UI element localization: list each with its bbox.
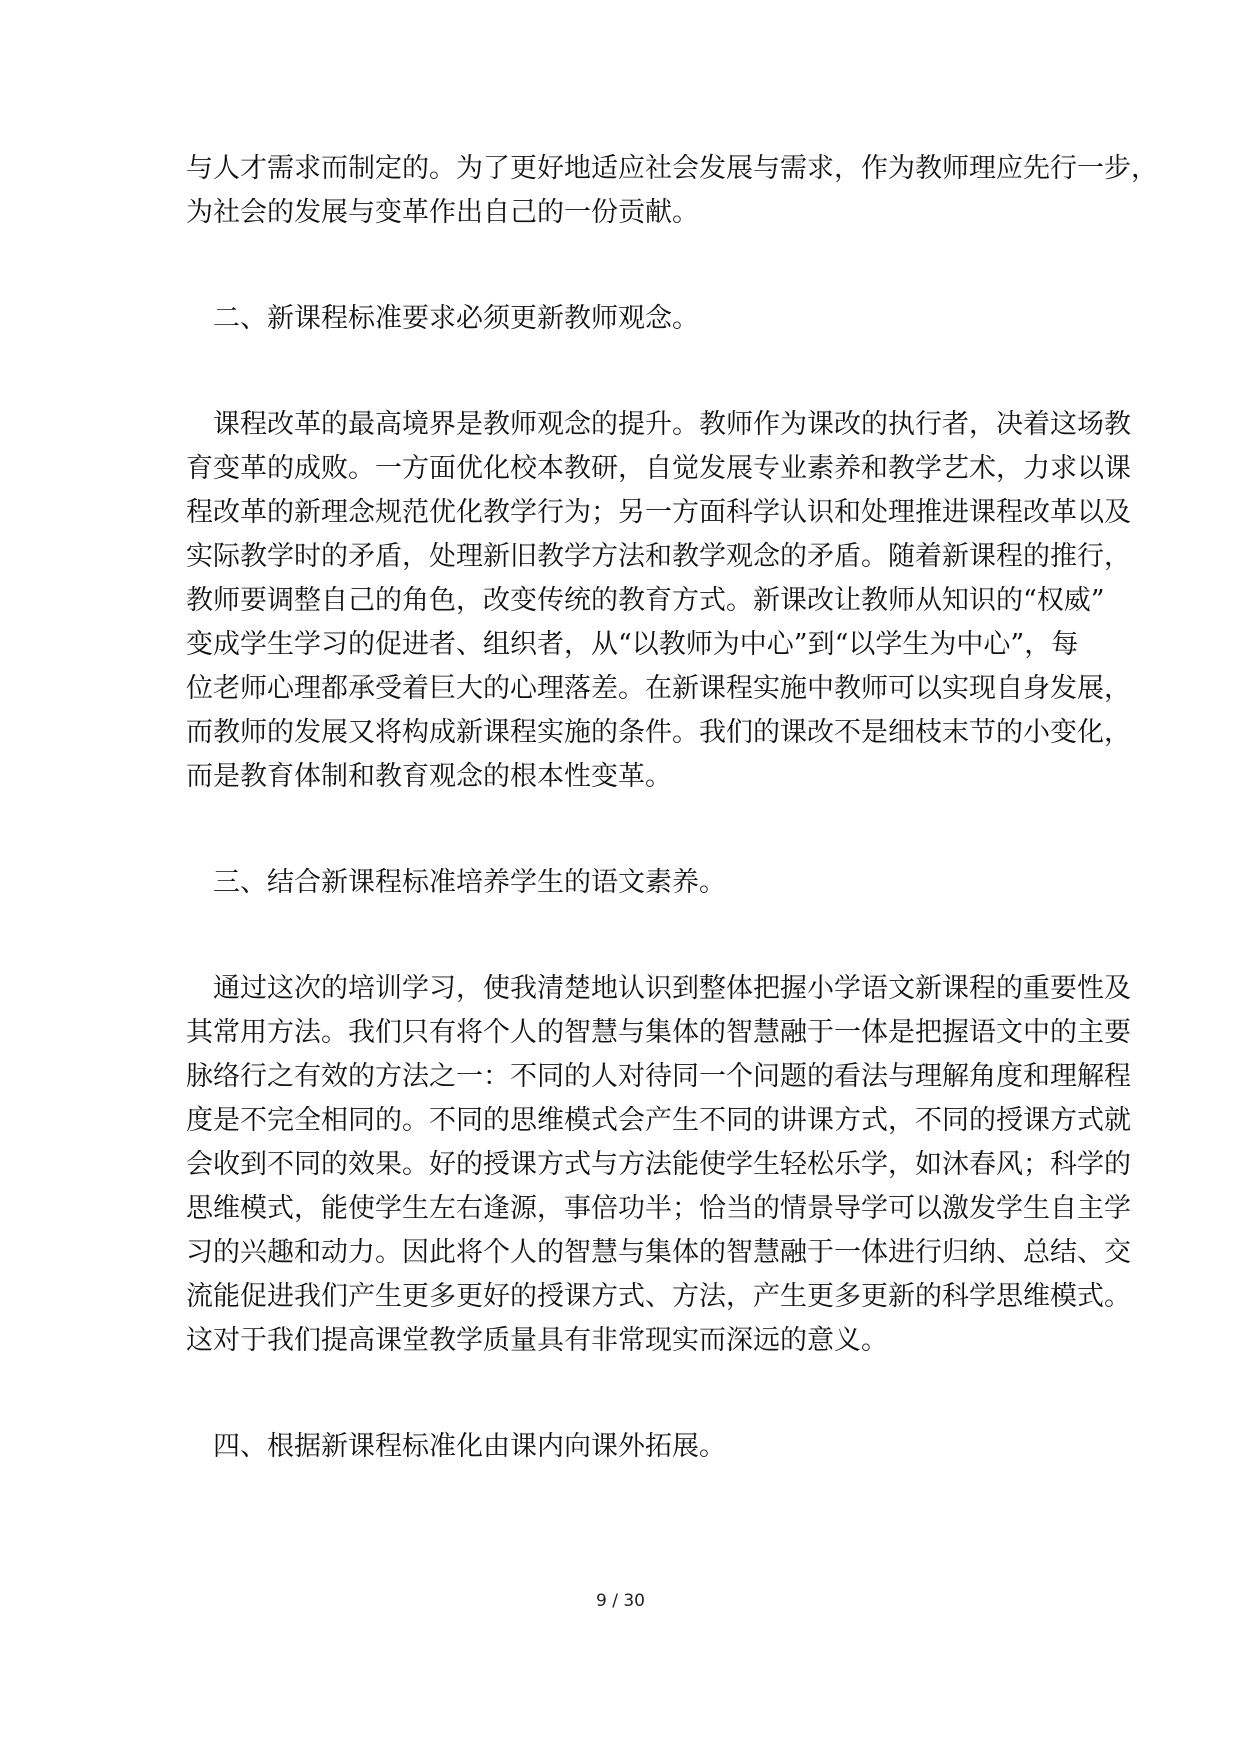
text-line: 其常用方法。我们只有将个人的智慧与集体的智慧融于一体是把握语文中的主要: [186, 1017, 1131, 1048]
section-heading-2: 二、新课程标准要求必须更新教师观念。: [213, 303, 699, 334]
document-body: [186, 147, 1158, 1469]
text-line: 与人才需求而制定的。为了更好地适应社会发展与需求，作为教师理应先行一步，: [186, 153, 1158, 184]
text-line: 位老师心理都承受着巨大的心理落差。在新课程实施中教师可以实现自身发展，: [186, 673, 1131, 704]
paragraph-continuation: [186, 147, 1158, 235]
section-heading-3: 三、结合新课程标准培养学生的语文素养。: [213, 867, 726, 898]
text-line: 为社会的发展与变革作出自己的一份贡献。: [186, 197, 699, 228]
text-line: 课程改革的最高境界是教师观念的提升。教师作为课改的执行者，决着这场教: [213, 409, 1131, 440]
text-line: 通过这次的培训学习，使我清楚地认识到整体把握小学语文新课程的重要性及: [213, 973, 1131, 1004]
text-line: 流能促进我们产生更多更好的授课方式、方法，产生更多更新的科学思维模式。: [186, 1281, 1131, 1312]
paragraph-teacher-concepts: [186, 403, 1131, 799]
text-line: 程改革的新理念规范优化教学行为；另一方面科学认识和处理推进课程改革以及: [186, 497, 1131, 528]
text-line: 教师要调整自己的角色，改变传统的教育方式。新课改让教师从知识的“权威”: [186, 585, 1105, 616]
text-line: 习的兴趣和动力。因此将个人的智慧与集体的智慧融于一体进行归纳、总结、交: [186, 1237, 1131, 1268]
text-line: 脉络行之有效的方法之一：不同的人对待同一个问题的看法与理解角度和理解程: [186, 1061, 1131, 1092]
text-line: 会收到不同的效果。好的授课方式与方法能使学生轻松乐学，如沐春风；科学的: [186, 1149, 1131, 1180]
paragraph-chinese-literacy: [186, 967, 1131, 1363]
section-heading-4: 四、根据新课程标准化由课内向课外拓展。: [213, 1431, 726, 1462]
text-line: 育变革的成败。一方面优化校本教研，自觉发展专业素养和教学艺术，力求以课: [186, 453, 1131, 484]
text-line: 而是教育体制和教育观念的根本性变革。: [186, 761, 672, 792]
page-number: 9 / 30: [596, 1591, 645, 1611]
text-line: 而教师的发展又将构成新课程实施的条件。我们的课改不是细枝末节的小变化，: [186, 717, 1131, 748]
text-line: 变成学生学习的促进者、组织者，从“以教师为中心”到“以学生为中心”，每: [186, 629, 1079, 660]
text-line: 思维模式，能使学生左右逢源，事倍功半；恰当的情景导学可以激发学生自主学: [186, 1193, 1131, 1224]
text-line: 实际教学时的矛盾，处理新旧教学方法和教学观念的矛盾。随着新课程的推行，: [186, 541, 1131, 572]
text-line: 度是不完全相同的。不同的思维模式会产生不同的讲课方式，不同的授课方式就: [186, 1105, 1131, 1136]
text-line: 这对于我们提高课堂教学质量具有非常现实而深远的意义。: [186, 1325, 888, 1356]
